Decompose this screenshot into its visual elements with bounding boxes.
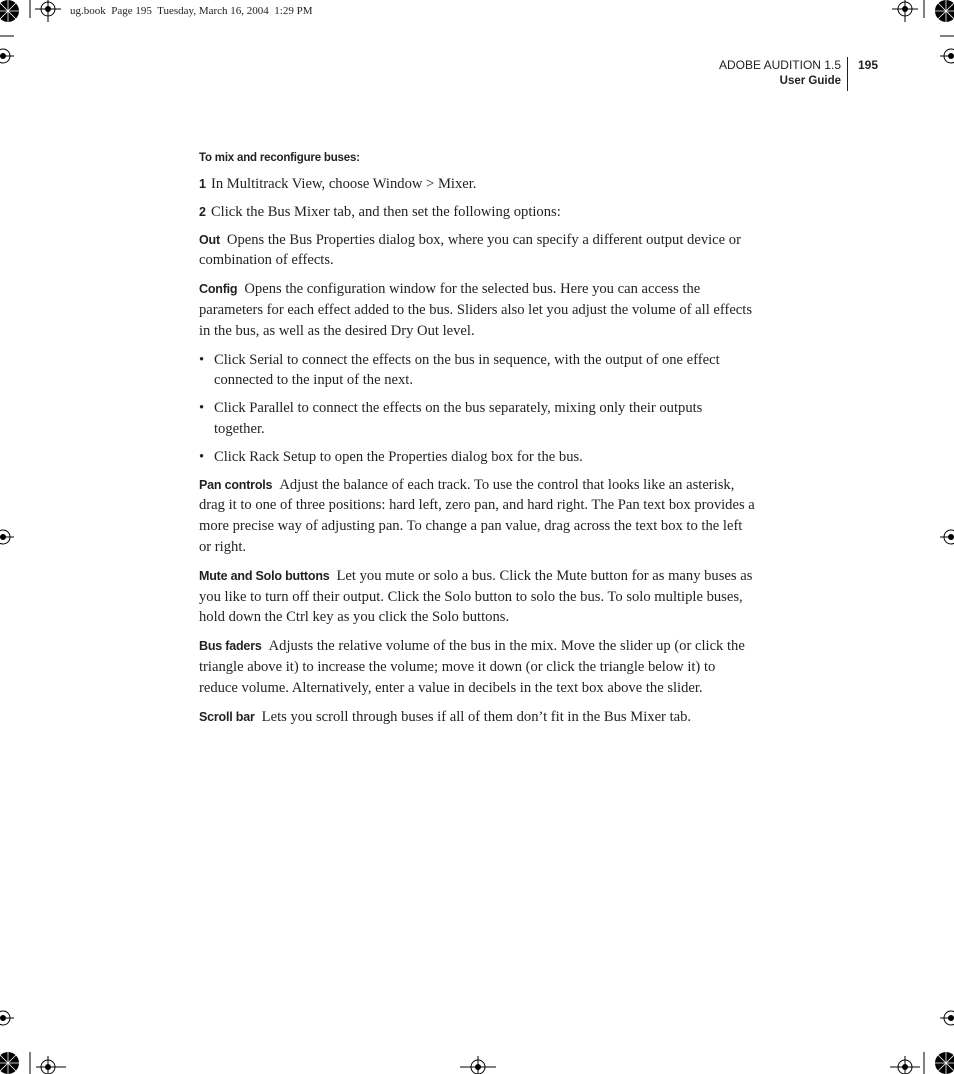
product-name: ADOBE AUDITION 1.5 <box>718 58 841 72</box>
term-label: Mute and Solo buttons <box>199 568 330 583</box>
term-label: Bus faders <box>199 639 262 654</box>
page-number: 195 <box>858 58 879 72</box>
term-description: Opens the configuration window for the selected bus. Here you can access the parameters for each effect added to the bus. Sliders also let you adjust the volume of all effects in the bus, as well as the desired Dry Out level. <box>199 281 753 339</box>
bullet-glyph: • <box>199 400 205 417</box>
term-label: Config <box>199 282 238 297</box>
step-text: In Multitrack View, choose Window > Mixer. <box>210 176 477 192</box>
term-description: Lets you scroll through buses if all of them don’t fit in the Bus Mixer tab. <box>261 708 692 725</box>
term-description: Adjusts the relative volume of the bus in the mix. Move the slider up (or click the triangle above it) to increase the volume; move it down (or click the triangle below it) to reduce volume. Alternatively, enter a value in decibels in the text box above the slider. <box>199 638 745 696</box>
list-item-text: Click Rack Setup to open the Properties dialog box for the bus. <box>214 448 583 465</box>
procedure-heading: To mix and reconfigure buses: <box>199 152 360 164</box>
term-description: Opens the Bus Properties dialog box, where you can specify a different output device or combination of effects. <box>199 231 741 269</box>
print-slug: ug.book Page 195 Tuesday, March 16, 2004 1:29 PM <box>70 5 313 17</box>
step-text: Click the Bus Mixer tab, and then set the following options: <box>210 203 561 220</box>
term-description: Let you mute or solo a bus. Click the Mute button for as many buses as you like to turn off their output. Click the Solo button to solo the bus. To solo multiple buses, hold down the Ctrl key as you click the Solo buttons. <box>199 567 753 626</box>
bullet-glyph: • <box>199 351 205 368</box>
term-label: Pan controls <box>199 477 273 492</box>
list-item-text: Click Serial to connect the effects on the bus in sequence, with the output of one effect connected to the input of the next. <box>214 351 720 389</box>
step-number: 2 <box>199 204 206 219</box>
term-description: Adjust the balance of each track. To use the control that looks like an asterisk, drag it to one of three positions: hard left, zero pan, and hard right. The Pan text box provides a more precise way of adjusting pan. To change a pan value, drag across the text box to the left or right. <box>199 476 755 555</box>
term-label: Out <box>199 232 220 247</box>
step-number: 1 <box>199 177 206 191</box>
term-label: Scroll bar <box>199 709 255 724</box>
guide-name: User Guide <box>779 75 841 87</box>
list-item-text: Click Parallel to connect the effects on the bus separately, mixing only their outputs together. <box>214 400 703 437</box>
bullet-glyph: • <box>199 448 205 465</box>
